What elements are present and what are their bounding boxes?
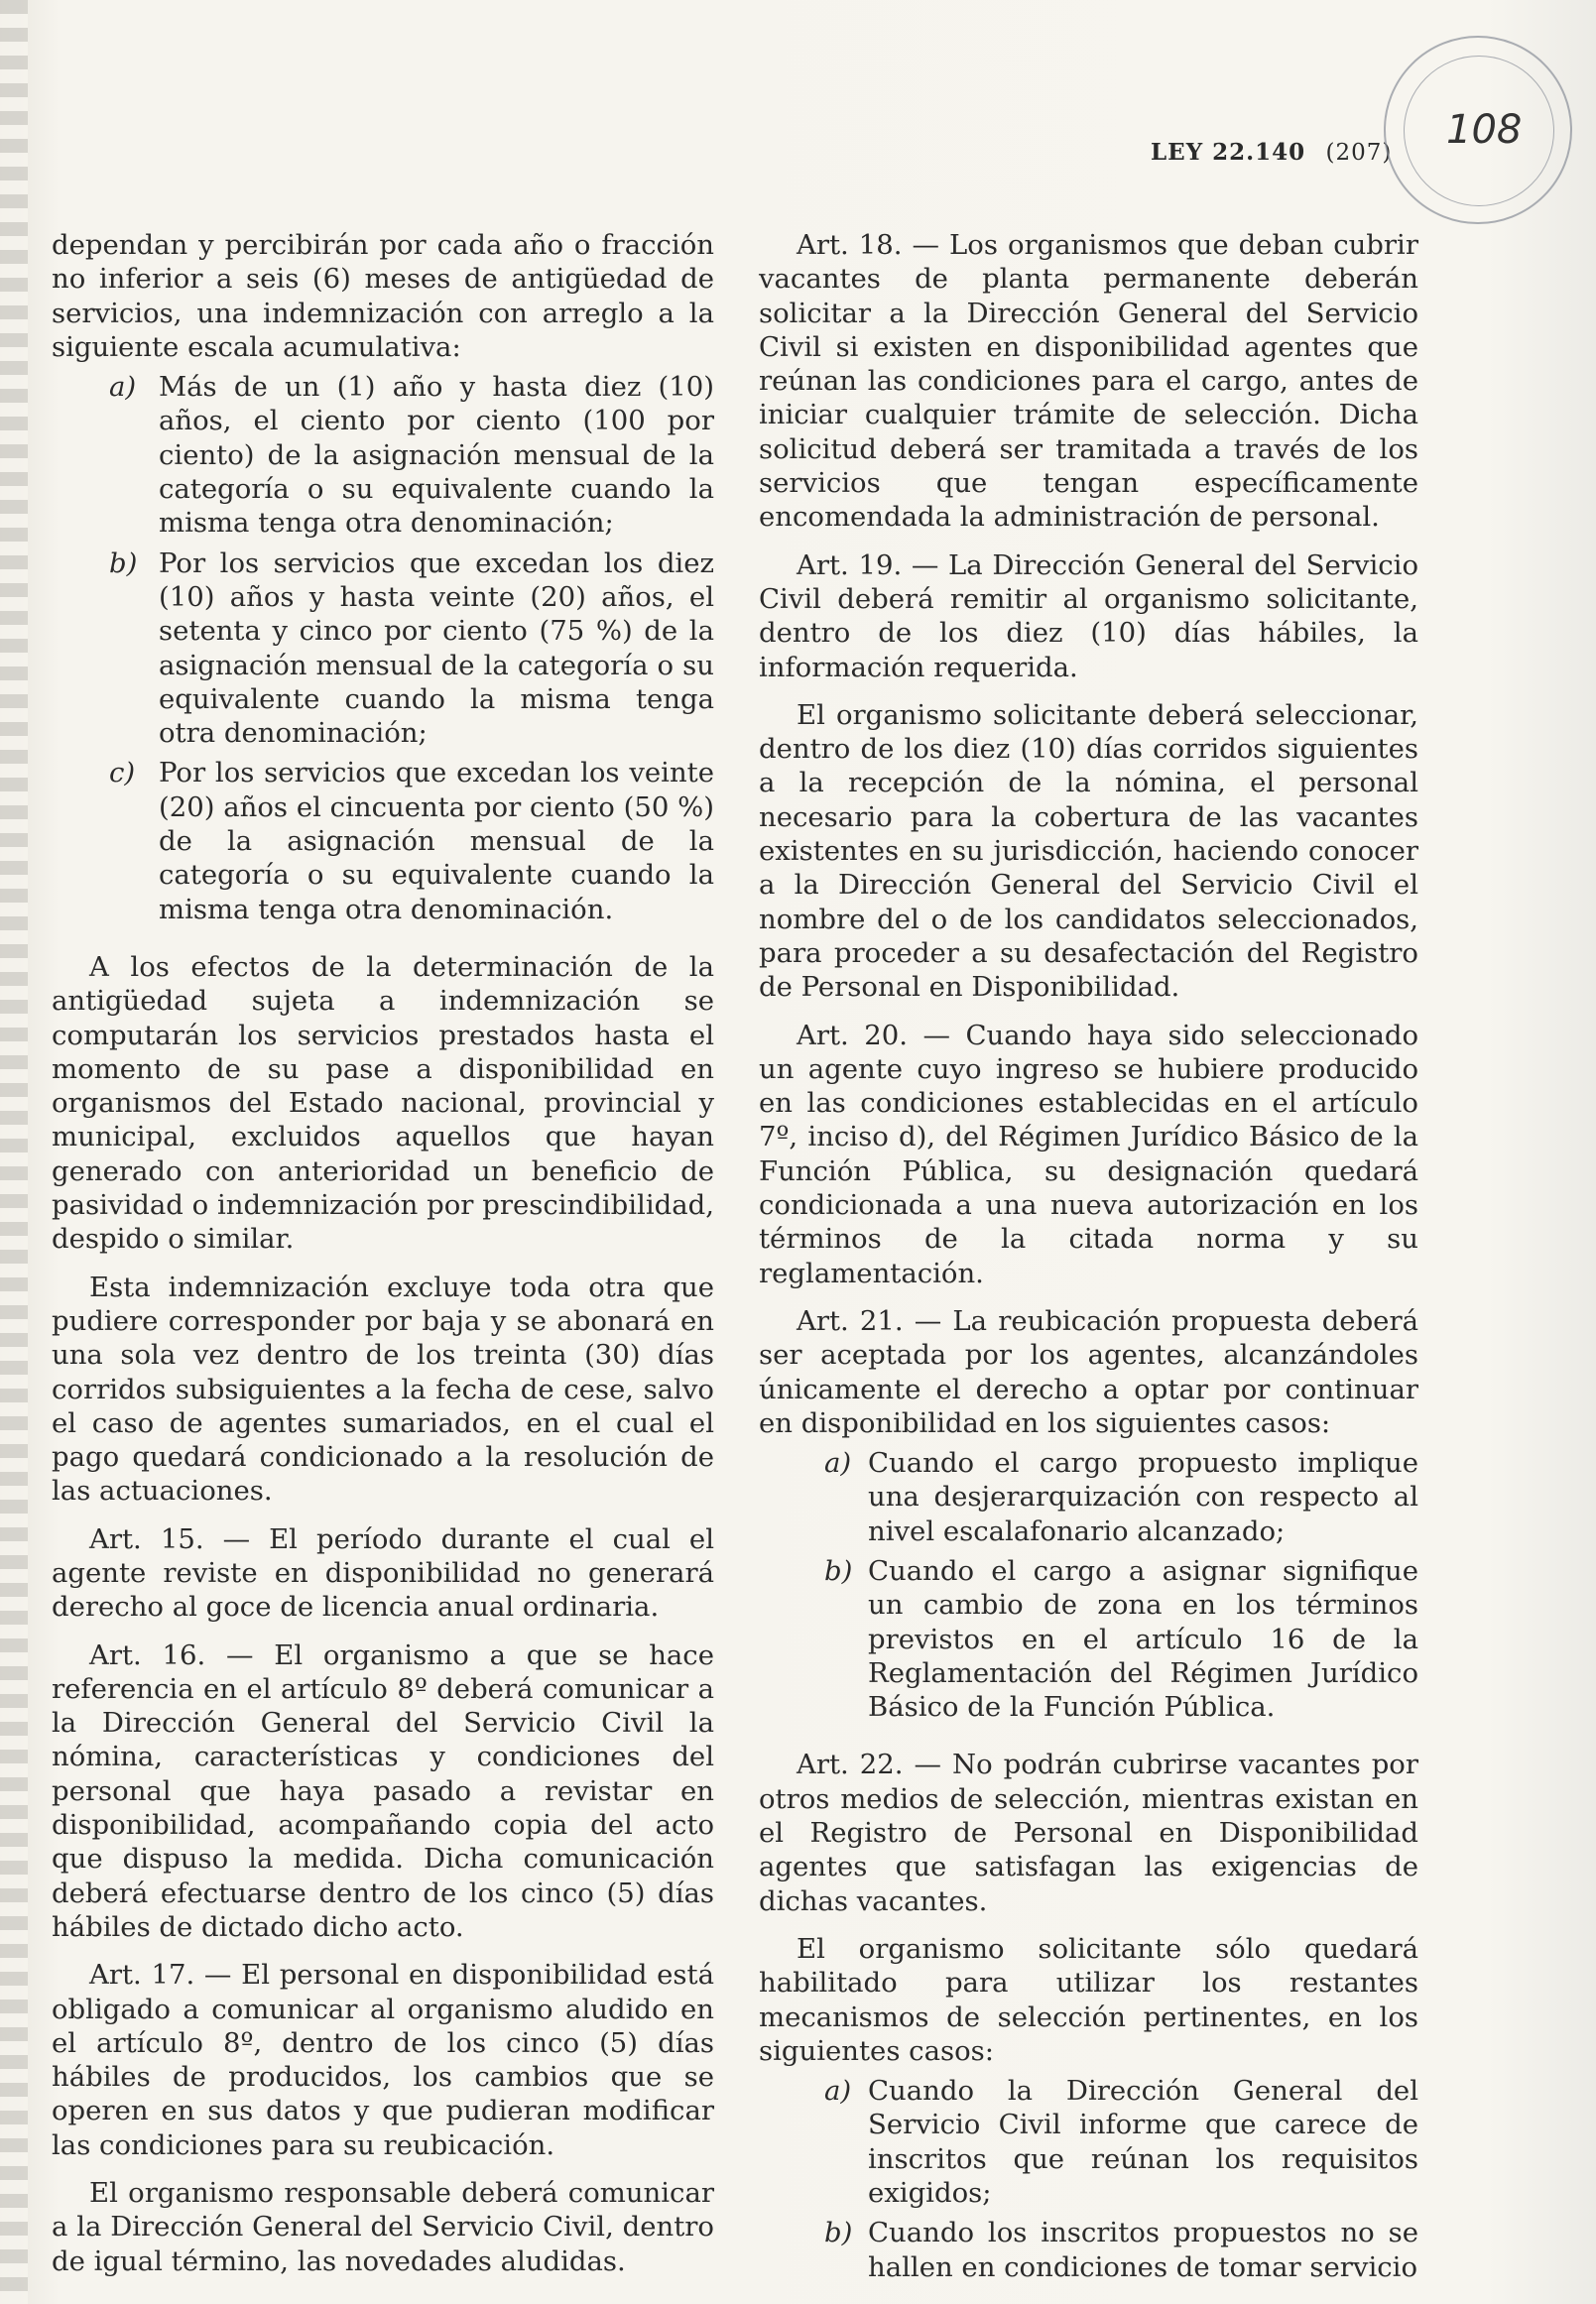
paragraph: A los efectos de la determinación de la antigüedad sujeta a indemnización se computarán los servicios prestados hasta el momento de su pase a disponibilidad en organismos del Estado nacional, provincial y municipal, excluidos aquellos que hayan generado con anterioridad un beneficio de pasividad o indemnización por prescindibilidad, despido o similar. — [52, 950, 714, 1256]
list-item — [759, 1446, 1418, 1548]
item-text: Por los servicios que excedan los diez (10) años y hasta veinte (20) años, el setenta y cinco por ciento (75 %) de la asignación mensual de la categoría o su equivalente cuando la misma tenga otra denominación; — [159, 546, 714, 750]
item-text: Más de un (1) año y hasta diez (10) años, el ciento por ciento (100 por ciento) de la asignación mensual de la categoría o su equivalente cuando la misma tenga otra denominación; — [159, 371, 714, 540]
article-17: Art. 17. — El personal en disponibilidad está obligado a comunicar al organismo aludido en el artículo 8º, dentro de los cinco (5) días hábiles de producidos, los cambios que se operen en sus datos y que pudieran modificar las condiciones para su reubicación. — [52, 1959, 714, 2161]
list-item — [759, 2216, 1418, 2284]
item-letter: b) — [109, 546, 138, 579]
item-letter: b) — [824, 2217, 853, 2249]
item-letter: a) — [824, 1447, 852, 1480]
page-header — [1151, 139, 1392, 166]
article-16: Art. 16. — El organismo a que se hace referencia en el artículo 8º deberá comunicar a la Dirección General del Servicio Civil la nómina, características y condiciones del personal que haya pasado a revistar en disponibilidad, acompañando copia del acto que dispuso la medida. Dicha comunicación deberá efectuarse dentro de los cinco (5) días hábiles de dictado dicho acto. — [52, 1638, 714, 1943]
left-column — [52, 228, 714, 2278]
item-text: Por los servicios que excedan los veinte (20) años el cincuenta por ciento (50 %) de la asignación mensual de la categoría o su equivalente cuando la misma tenga otra denominación. — [159, 757, 714, 925]
paragraph: Esta indemnización excluye toda otra que pudiere corresponder por baja y se abonará en una sola vez dentro de los treinta (30) días corridos subsiguientes a la fecha de cese, salvo el caso de agentes sumariados, en el cual el pago quedará condicionado a la resolución de las actuaciones. — [52, 1271, 714, 1508]
list-item — [759, 2074, 1418, 2210]
list-item — [52, 546, 714, 751]
paragraph: El organismo solicitante sólo quedará habilitado para utilizar los restantes mecanismos de selección pertinentes, en los siguientes casos: — [759, 1932, 1418, 2067]
item-text: Cuando los inscritos propuestos no se hallen en condiciones de tomar servicio — [868, 2217, 1418, 2283]
page-number: (207) — [1325, 140, 1393, 166]
article-18: Art. 18. — Los organismos que deban cubrir vacantes de planta permanente deberán solicitar a la Dirección General del Servicio Civil si existen en disponibilidad agentes que reúnan las condiciones para el cargo, antes de iniciar cualquier trámite de selección. Dicha solicitud deberá ser tramitada a través de los servicios que tengan específicamente encomendada la administración de personal. — [759, 229, 1418, 534]
list-item — [52, 370, 714, 540]
list-item — [52, 756, 714, 925]
article-19: Art. 19. — La Dirección General del Servicio Civil deberá remitir al organismo solicitante, dentro de los diez (10) días hábiles, la información requerida. — [759, 548, 1418, 683]
spiral-binding — [0, 0, 28, 2304]
law-number: LEY 22.140 — [1151, 139, 1306, 166]
item-text: Cuando el cargo a asignar signifique un cambio de zona en los términos previstos en el artículo 16 de la Reglamentación del Régimen Jurídico Básico de la Función Pública. — [868, 1554, 1418, 1724]
handwritten-folio-number: 108 — [1446, 107, 1523, 153]
paragraph: El organismo responsable deberá comunicar a la Dirección General del Servicio Civil, dentro de igual término, las novedades aludidas. — [52, 2177, 714, 2277]
item-letter: a) — [824, 2075, 852, 2108]
item-letter: a) — [109, 371, 137, 404]
article-15: Art. 15. — El período durante el cual el agente reviste en disponibilidad no generará derecho al goce de licencia anual ordinaria. — [52, 1522, 714, 1624]
list-item — [759, 1554, 1418, 1724]
item-letter: c) — [109, 757, 136, 789]
paragraph: dependan y percibirán por cada año o fracción no inferior a seis (6) meses de antigüedad de servicios, una indemnización con arreglo a la siguiente escala acumulativa: — [52, 229, 714, 363]
article-21: Art. 21. — La reubicación propuesta deberá ser aceptada por los agentes, alcanzándoles únicamente el derecho a optar por continuar en disponibilidad en los siguientes casos: — [759, 1304, 1418, 1439]
article-20: Art. 20. — Cuando haya sido seleccionado un agente cuyo ingreso se hubiere producido en las condiciones establecidas en el artículo 7º, inciso d), del Régimen Jurídico Básico de la Función Pública, su designación quedará condicionada a una nueva autorización en los términos de la citada norma y su reglamentación. — [759, 1019, 1418, 1289]
paragraph: El organismo solicitante deberá seleccionar, dentro de los diez (10) días corridos siguientes a la recepción de la nómina, el personal necesario para la cobertura de las vacantes existentes en su jurisdicción, haciendo conocer a la Dirección General del Servicio Civil el nombre del o de los candidatos seleccionados, para proceder a su desafectación del Registro de Personal en Disponibilidad. — [759, 698, 1418, 1004]
item-text: Cuando el cargo propuesto implique una desjerarquización con respecto al nivel escalafonario alcanzado; — [868, 1447, 1418, 1547]
item-letter: b) — [824, 1554, 853, 1587]
right-column — [759, 228, 1418, 2284]
item-text: Cuando la Dirección General del Servicio Civil informe que carece de inscritos que reúnan los requisitos exigidos; — [868, 2075, 1418, 2210]
article-22: Art. 22. — No podrán cubrirse vacantes por otros medios de selección, mientras existan en el Registro de Personal en Disponibilidad agentes que satisfagan las exigencias de dichas vacantes. — [759, 1749, 1418, 1917]
